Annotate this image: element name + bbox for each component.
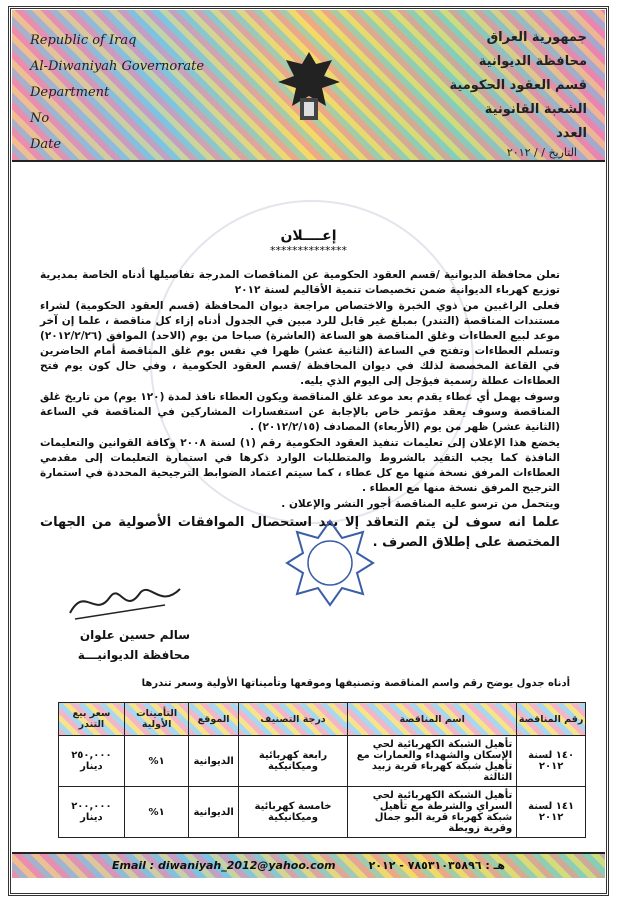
tender-name: تأهيل الشبكة الكهربائية لحي الإسكان والشهداء والعمارات مع تأهيل شبكة كهرباء قرية زبيد الثالثة [348, 736, 517, 787]
col-header: رقم المناقصة [517, 703, 586, 736]
signer-block [70, 625, 190, 665]
tender-price: ٢٥٠,٠٠٠ دينار [59, 736, 125, 787]
tender-grade: رابعة كهربائية وميكانيكية [238, 736, 347, 787]
body-paragraph: وسوف يهمل أي عطاء يقدم بعد موعد غلق المناقصة ويكون العطاء نافذ لمدة (١٢٠ يوم) من تاريخ غلق المناقصة وسوف يعقد مؤتمر خاص بالإجابة عن استفسارات المشاركين في المناقصة في الساعة (الثانية عشر) ظهر من يوم (الأربعاء) المصادف (٢٠١٢/٢/١٥) . [40, 391, 560, 433]
footer-band [12, 852, 605, 878]
tender-price: ٢٠٠,٠٠٠ دينار [59, 787, 125, 838]
tender-location: الديوانية [189, 787, 238, 838]
col-header: سعر بيع التندر [59, 703, 125, 736]
col-header: اسم المناقصة [348, 703, 517, 736]
official-stamp-icon [285, 518, 375, 608]
letterhead-en-line: Date [30, 137, 62, 152]
letterhead-ar-line: الشعبة القانونية [484, 102, 587, 117]
tender-name: تأهيل الشبكة الكهربائية لحي السراي والشرطة مع تأهيل شبكة كهرباء قرية البو جمال وقرية زويطة [348, 787, 517, 838]
letterhead-date [507, 146, 577, 159]
tender-location: الديوانية [189, 736, 238, 787]
funding-note: علما انه سوف لن يتم التعاقد إلا بعد استحصال الموافقات الأصولية من الجهات المختصة على إطلاق الصرف . [40, 515, 560, 550]
col-header: درجة التصنيف [238, 703, 347, 736]
letterhead-ar-line: قسم العقود الحكومية [449, 78, 587, 93]
date-value: / / ٢٠١٢ [506, 146, 545, 159]
tenders-table [58, 702, 586, 838]
body-paragraph: ويتحمل من ترسو عليه المناقصة أجور النشر والإعلان . [281, 498, 560, 510]
letterhead-arabic [387, 26, 587, 146]
letterhead-ar-line: جمهورية العراق [486, 30, 587, 45]
signer-name: سالم حسين علوان [79, 628, 190, 642]
title-stars: ************** [270, 244, 347, 257]
col-header: الموقع [189, 703, 238, 736]
body-paragraph: تعلن محافظة الديوانية /قسم العقود الحكومية عن المناقصات المدرجة تفاصيلها أدناه الخاصة بمديرية توزيع كهرباء الديوانية ضمن تخصيصات تنمية الأقاليم لسنة ٢٠١٢ [40, 269, 560, 296]
tender-insurance: ١% [124, 787, 189, 838]
letterhead-en-line: No [30, 111, 50, 126]
tender-number: ١٤٠ لسنة ٢٠١٢ [517, 736, 586, 787]
letterhead [12, 10, 605, 162]
table-header-row [59, 703, 586, 736]
iraq-eagle-emblem-icon [274, 48, 344, 128]
announcement-title: إعــــلان [280, 228, 337, 244]
body-paragraph: يخضع هذا الإعلان إلى تعليمات تنفيذ العقود الحكومية رقم (١) لسنة ٢٠٠٨ وكافة القوانين والتعليمات النافذة كما يجب التقيد بالشروط والمتطلبات الوارد ذكرها في استمارة التعليمات إلى مقدمي العطاءات المرفق نسخة منها مع كل عطاء ، كما سيتم اعتماد الضوابط الترجيحية المحددة في استمارة الترجيح المرفق نسخة منها مع العطاء . [40, 437, 560, 494]
handwritten-signature-icon [65, 575, 185, 625]
table-row [59, 736, 586, 787]
letterhead-en-line: Al-Diwaniyah Governorate [30, 59, 205, 74]
body-paragraph: فعلى الراغبين من ذوي الخبرة والاختصاص مراجعة ديوان المحافظة (قسم العقود الحكومية) لشراء مستندات المناقصة (التندر) بمبلغ غير قابل للرد مبين في الجدول أدناه إزاء كل مناقصة ، علما إن آخر موعد لبيع العطاءات وغلق المناقصة هو الساعة (العاشرة) صباحا من يوم (الاحد) الموافق (٢٠١٢/٢/٢٦) وتسلم العطاءات وتفتح في الساعة (الثانية عشر) ظهرا في نفس يوم غلق المناقصة أمام الحاضرين في القاعة المخصصة لذلك في ديوان المحافظة /قسم العقود الحكومية ، وفي حال كون يوم فتح العطاءات عطلة رسمية فيؤجل إلى اليوم الذي يليه. [40, 300, 560, 387]
col-header: التأمينات الأولية [124, 703, 189, 736]
tender-number: ١٤١ لسنة ٢٠١٢ [517, 787, 586, 838]
signer-title: محافظة الديوانيـــة [77, 648, 190, 662]
table-row [59, 787, 586, 838]
table-intro: أدناه جدول يوضح رقم واسم المناقصة وتصنيفها وموقعها وتأميناتها الأولية وسعر تندرها [141, 678, 570, 689]
tender-grade: خامسة كهربائية وميكانيكية [238, 787, 347, 838]
letterhead-ar-line: محافظة الديوانية [478, 54, 587, 69]
letterhead-en-line: Department [30, 85, 110, 100]
date-label: التاريخ [548, 146, 577, 159]
letterhead-english [30, 28, 250, 158]
footer-email: Email : diwaniyah_2012@yahoo.com [112, 859, 336, 872]
tender-insurance: ١% [124, 736, 189, 787]
footer-phone: هـ : ٧٨٥٣١٠٣٥٨٩٦ - ٢٠١٢ [368, 859, 505, 872]
letterhead-ar-line: العدد [556, 126, 587, 141]
letterhead-en-line: Republic of Iraq [30, 33, 137, 48]
announcement-body [40, 268, 560, 554]
